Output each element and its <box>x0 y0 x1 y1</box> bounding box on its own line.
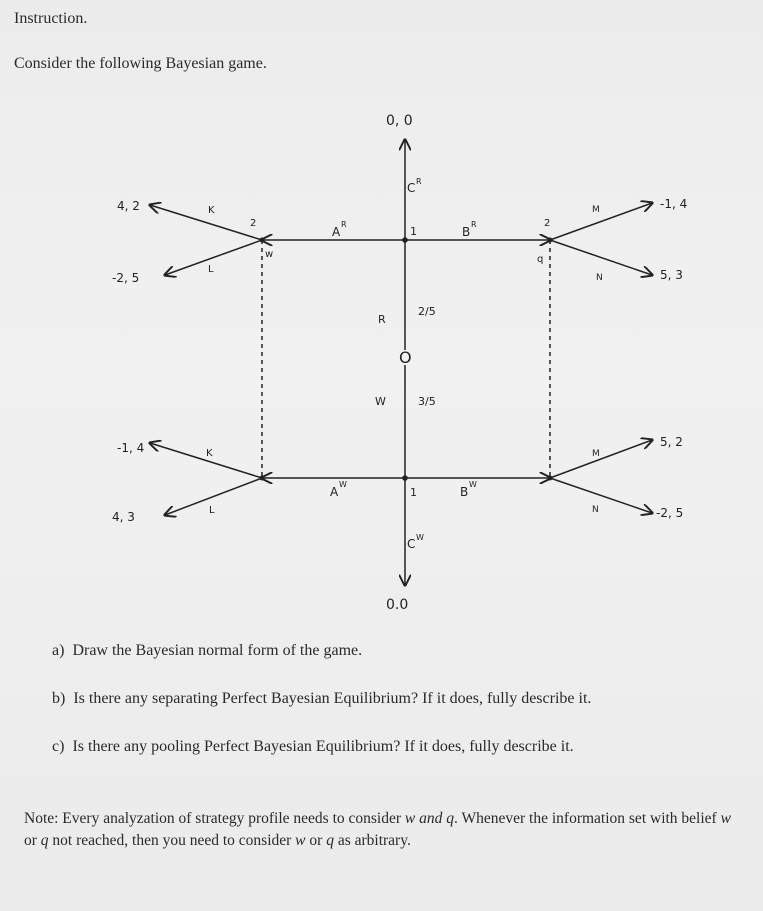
left-bottom-k-label: K <box>206 448 213 459</box>
right-bottom-payoff-n: -2, 5 <box>656 506 684 520</box>
edge-right-bottom-m <box>550 440 652 478</box>
left-top-l-label: L <box>208 264 214 275</box>
top-right-action: B <box>462 225 471 239</box>
left-bottom-payoff-k: -1, 4 <box>117 441 145 455</box>
note-w2: w <box>720 810 731 827</box>
right-top-n-label: N <box>596 273 603 283</box>
left-top-payoff-l: -2, 5 <box>112 271 140 285</box>
top-left-action: A <box>332 225 341 239</box>
question-c <box>52 738 574 756</box>
bottom-right-action-sup: W <box>469 480 477 489</box>
question-a <box>52 642 362 660</box>
note-or1: or <box>24 832 41 849</box>
question-b <box>52 690 591 708</box>
bottom-action-c: C <box>407 537 416 551</box>
question-a-text: Draw the Bayesian normal form of the game. <box>72 642 363 659</box>
bottom-payoff: 0.0 <box>386 597 409 613</box>
note-paragraph <box>24 808 744 852</box>
note-q2: q <box>40 832 49 849</box>
edge-left-top-k <box>150 205 262 240</box>
right-bottom-m-label: M <box>592 449 600 459</box>
type-r-label: R <box>378 313 386 326</box>
question-c-label: c) <box>52 738 65 755</box>
right-top-payoff-n: 5, 3 <box>660 268 683 282</box>
bottom-right-action: B <box>460 485 469 499</box>
note-or2: or <box>305 832 327 849</box>
top-right-action-sup: R <box>471 220 477 229</box>
node-left-top <box>260 238 265 243</box>
note-part2: . Whenever the information set with belief <box>454 810 721 827</box>
top-payoff: 0, 0 <box>386 113 413 129</box>
bottom-left-action-sup: W <box>339 480 347 489</box>
bottom-left-action: A <box>330 485 339 499</box>
note-part1: Note: Every analyzation of strategy profile needs to consider <box>24 810 405 827</box>
right-top-payoff-m: -1, 4 <box>660 197 688 211</box>
top-action-c-sup: R <box>416 177 422 186</box>
edge-right-bottom-n <box>550 478 652 513</box>
node-top-player: 1 <box>410 225 417 238</box>
node-top <box>402 237 408 243</box>
left-bottom-payoff-l: 4, 3 <box>112 510 135 524</box>
instruction-heading: Instruction. <box>14 10 88 27</box>
node-right-bottom <box>548 476 553 481</box>
top-action-c: C <box>407 181 416 195</box>
node-bottom <box>402 475 408 481</box>
question-b-text: Is there any separating Perfect Bayesian Equilibrium? If it does, fully describe it. <box>73 690 592 707</box>
prob-r-label: 2/5 <box>418 305 436 318</box>
note-w: w <box>404 810 416 827</box>
question-c-text: Is there any pooling Perfect Bayesian Equilibrium? If it does, fully describe it. <box>72 738 574 755</box>
prob-w-label: 3/5 <box>418 395 436 408</box>
node-left-bottom <box>260 476 265 481</box>
top-left-action-sup: R <box>341 220 347 229</box>
question-b-label: b) <box>52 690 66 707</box>
note-and: and <box>415 810 447 827</box>
left-bottom-l-label: L <box>209 505 215 516</box>
right-bottom-n-label: N <box>592 505 599 515</box>
edge-right-top-m <box>550 203 652 240</box>
left-belief-label: w <box>265 249 274 260</box>
intro-text: Consider the following Bayesian game. <box>14 55 267 72</box>
note-q: q <box>446 810 455 827</box>
note-w3: w <box>295 832 306 849</box>
node-bottom-player: 1 <box>410 486 417 499</box>
node-right-top <box>548 238 553 243</box>
note-q3: q <box>326 832 334 849</box>
right-bottom-payoff-m: 5, 2 <box>660 435 683 449</box>
left-player-label: 2 <box>250 218 257 229</box>
type-w-label: W <box>375 395 386 408</box>
left-top-k-label: K <box>208 205 215 216</box>
bottom-action-c-sup: W <box>416 533 424 542</box>
nature-node: O <box>399 348 412 367</box>
left-top-payoff-k: 4, 2 <box>117 199 140 213</box>
right-player-label: 2 <box>544 218 551 229</box>
note-part3: not reached, then you need to consider <box>48 832 296 849</box>
right-belief-label: q <box>537 254 544 265</box>
note-part4: as arbitrary. <box>333 832 411 849</box>
edge-right-top-n <box>550 240 652 275</box>
right-top-m-label: M <box>592 205 600 215</box>
question-a-label: a) <box>52 642 65 659</box>
